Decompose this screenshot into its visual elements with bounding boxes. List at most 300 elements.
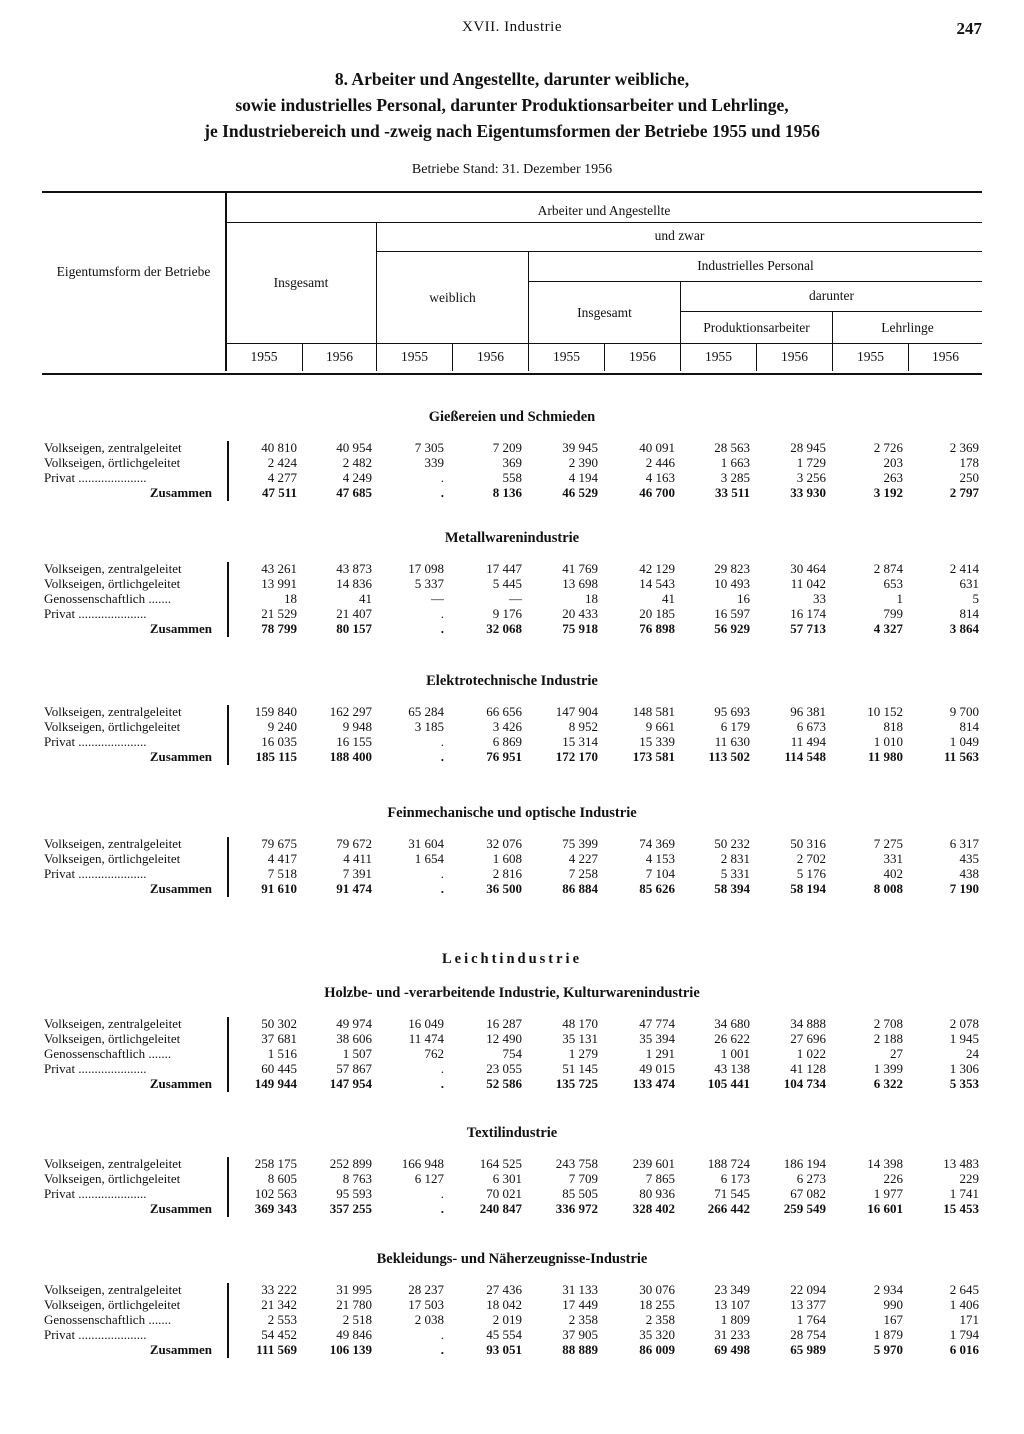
cell-value: 50 302 xyxy=(261,1016,297,1031)
cell-value: 2 358 xyxy=(645,1312,675,1327)
cell-value: 28 754 xyxy=(790,1327,826,1342)
row-label: Zusammen xyxy=(149,881,212,896)
cell-value: 172 170 xyxy=(555,749,598,764)
cell-value: 22 094 xyxy=(790,1282,826,1297)
cell-value: 16 287 xyxy=(486,1016,522,1031)
cell-value: 31 995 xyxy=(336,1282,372,1297)
cell-value: 34 888 xyxy=(790,1016,826,1031)
cell-value: 51 145 xyxy=(562,1061,598,1076)
cell-value: 4 411 xyxy=(343,851,372,866)
cell-value: 631 xyxy=(959,576,979,591)
cell-value: 653 xyxy=(883,576,903,591)
table-row xyxy=(0,1061,1024,1076)
table-row xyxy=(0,851,1024,866)
cell-value: 1 764 xyxy=(796,1312,826,1327)
cell-value: 38 606 xyxy=(336,1031,372,1046)
year-header: 1955 xyxy=(250,349,278,364)
row-label: Volkseigen, zentralgeleitet xyxy=(44,1016,182,1031)
cell-value: 3 864 xyxy=(949,621,979,636)
header-lehrlinge: Lehrlinge xyxy=(881,320,934,335)
row-label: Volkseigen, örtlichgeleitet xyxy=(44,851,181,866)
cell-value: 11 980 xyxy=(867,749,903,764)
cell-value: . xyxy=(440,734,444,749)
cell-value: . xyxy=(440,1342,444,1357)
row-label: Zusammen xyxy=(149,1201,212,1216)
cell-value: 40 810 xyxy=(261,440,297,455)
row-label: Zusammen xyxy=(149,1076,212,1091)
row-label: Privat ..................... xyxy=(44,1327,147,1342)
cell-value: 762 xyxy=(424,1046,444,1061)
cell-value: 6 869 xyxy=(492,734,522,749)
cell-value: 111 569 xyxy=(256,1342,297,1357)
cell-value: 147 954 xyxy=(329,1076,372,1091)
cell-value: 6 301 xyxy=(492,1171,522,1186)
cell-value: 8 008 xyxy=(873,881,903,896)
cell-value: 164 525 xyxy=(479,1156,522,1171)
cell-value: 91 474 xyxy=(336,881,372,896)
cell-value: 41 128 xyxy=(790,1061,826,1076)
cell-value: 66 656 xyxy=(486,704,522,719)
cell-value: . xyxy=(440,866,444,881)
group-heading: Leichtindustrie xyxy=(441,951,583,967)
cell-value: 2 518 xyxy=(342,1312,372,1327)
header-darunter: darunter xyxy=(809,288,854,303)
running-head: XVII. Industrie xyxy=(462,19,562,35)
cell-value: 30 076 xyxy=(639,1282,675,1297)
cell-value: 29 823 xyxy=(714,561,750,576)
cell-value: 80 157 xyxy=(336,621,372,636)
header-insgesamt: Insgesamt xyxy=(273,275,329,290)
cell-value: 7 258 xyxy=(568,866,598,881)
cell-value: 799 xyxy=(883,606,903,621)
cell-value: 14 398 xyxy=(867,1156,903,1171)
cell-value: 7 275 xyxy=(873,836,903,851)
cell-value: 57 713 xyxy=(790,621,826,636)
cell-value: 21 407 xyxy=(336,606,372,621)
row-label: Volkseigen, örtlichgeleitet xyxy=(44,455,181,470)
cell-value: 33 511 xyxy=(714,485,750,500)
cell-value: 243 758 xyxy=(555,1156,598,1171)
cell-value: 41 xyxy=(662,591,675,606)
cell-value: 58 194 xyxy=(790,881,826,896)
cell-value: 6 016 xyxy=(949,1342,979,1357)
row-label: Privat ..................... xyxy=(44,606,147,621)
cell-value: 40 954 xyxy=(336,440,372,455)
cell-value: 357 255 xyxy=(329,1201,372,1216)
row-label: Volkseigen, zentralgeleitet xyxy=(44,704,182,719)
cell-value: 23 349 xyxy=(714,1282,750,1297)
cell-value: 79 675 xyxy=(261,836,297,851)
cell-value: 52 586 xyxy=(486,1076,522,1091)
cell-value: 135 725 xyxy=(555,1076,598,1091)
cell-value: 54 452 xyxy=(261,1327,297,1342)
cell-value: 60 445 xyxy=(261,1061,297,1076)
cell-value: 166 948 xyxy=(401,1156,444,1171)
cell-value: 35 131 xyxy=(562,1031,598,1046)
cell-value: 2 831 xyxy=(720,851,750,866)
cell-value: 49 974 xyxy=(336,1016,372,1031)
cell-value: 226 xyxy=(883,1171,903,1186)
cell-value: 1 729 xyxy=(796,455,826,470)
cell-value: 1 516 xyxy=(267,1046,297,1061)
cell-value: 74 369 xyxy=(639,836,675,851)
cell-value: 369 343 xyxy=(254,1201,297,1216)
cell-value: 11 474 xyxy=(408,1031,444,1046)
cell-value: . xyxy=(440,1201,444,1216)
cell-value: 80 936 xyxy=(639,1186,675,1201)
table-row xyxy=(0,1327,1024,1342)
cell-value: . xyxy=(440,470,444,485)
total-row xyxy=(0,485,1024,500)
cell-value: 13 483 xyxy=(943,1156,979,1171)
cell-value: 186 194 xyxy=(783,1156,826,1171)
cell-value: 27 xyxy=(890,1046,903,1061)
cell-value: 33 222 xyxy=(261,1282,297,1297)
cell-value: 4 249 xyxy=(342,470,372,485)
cell-value: . xyxy=(440,1327,444,1342)
cell-value: 6 317 xyxy=(949,836,979,851)
cell-value: 331 xyxy=(883,851,903,866)
cell-value: 1 001 xyxy=(720,1046,750,1061)
cell-value: 65 284 xyxy=(408,704,444,719)
cell-value: 23 055 xyxy=(486,1061,522,1076)
cell-value: 40 091 xyxy=(639,440,675,455)
total-row xyxy=(0,1076,1024,1091)
cell-value: 1 879 xyxy=(873,1327,903,1342)
cell-value: 2 019 xyxy=(492,1312,522,1327)
cell-value: 4 227 xyxy=(568,851,598,866)
cell-value: 5 337 xyxy=(414,576,444,591)
cell-value: 5 xyxy=(972,591,979,606)
cell-value: 754 xyxy=(502,1046,522,1061)
table-row xyxy=(0,1312,1024,1327)
cell-value: 6 173 xyxy=(720,1171,750,1186)
cell-value: 49 015 xyxy=(639,1061,675,1076)
row-label: Volkseigen, örtlichgeleitet xyxy=(44,719,181,734)
cell-value: 95 693 xyxy=(714,704,750,719)
cell-value: 102 563 xyxy=(254,1186,297,1201)
row-label: Volkseigen, zentralgeleitet xyxy=(44,561,182,576)
section-heading: Elektrotechnische Industrie xyxy=(426,673,598,689)
cell-value: 6 322 xyxy=(873,1076,903,1091)
table-row xyxy=(0,606,1024,621)
cell-value: 2 424 xyxy=(267,455,297,470)
cell-value: 7 305 xyxy=(414,440,444,455)
cell-value: 33 930 xyxy=(790,485,826,500)
cell-value: 229 xyxy=(959,1171,979,1186)
cell-value: 16 601 xyxy=(867,1201,903,1216)
cell-value: 41 xyxy=(359,591,372,606)
cell-value: 2 726 xyxy=(873,440,903,455)
table-row xyxy=(0,1046,1024,1061)
cell-value: 1 794 xyxy=(949,1327,979,1342)
cell-value: 13 377 xyxy=(790,1297,826,1312)
cell-value: 96 381 xyxy=(790,704,826,719)
page-number: 247 xyxy=(956,19,982,38)
cell-value: 45 554 xyxy=(486,1327,522,1342)
row-label: Volkseigen, örtlichgeleitet xyxy=(44,1297,181,1312)
row-label: Genossenschaftlich ....... xyxy=(44,591,172,606)
cell-value: 42 129 xyxy=(639,561,675,576)
table-row xyxy=(0,1186,1024,1201)
cell-value: — xyxy=(509,591,522,606)
row-label: Zusammen xyxy=(149,485,212,500)
cell-value: 21 529 xyxy=(261,606,297,621)
table-row xyxy=(0,1156,1024,1171)
cell-value: 34 680 xyxy=(714,1016,750,1031)
cell-value: 95 593 xyxy=(336,1186,372,1201)
cell-value: 7 391 xyxy=(342,866,372,881)
cell-value: 65 989 xyxy=(790,1342,826,1357)
cell-value: 13 698 xyxy=(562,576,598,591)
row-label: Privat ..................... xyxy=(44,866,147,881)
cell-value: 28 237 xyxy=(408,1282,444,1297)
cell-value: 7 865 xyxy=(645,1171,675,1186)
cell-value: 76 951 xyxy=(486,749,522,764)
row-label: Zusammen xyxy=(149,749,212,764)
table-row xyxy=(0,576,1024,591)
cell-value: . xyxy=(440,485,444,500)
cell-value: . xyxy=(440,1076,444,1091)
cell-value: 1 049 xyxy=(949,734,979,749)
cell-value: 5 353 xyxy=(949,1076,979,1091)
cell-value: 20 433 xyxy=(562,606,598,621)
cell-value: 10 152 xyxy=(867,704,903,719)
cell-value: 26 622 xyxy=(714,1031,750,1046)
cell-value: 21 342 xyxy=(261,1297,297,1312)
cell-value: 178 xyxy=(959,455,979,470)
cell-value: 2 390 xyxy=(568,455,598,470)
row-label: Volkseigen, zentralgeleitet xyxy=(44,1282,182,1297)
year-header: 1956 xyxy=(781,349,808,364)
cell-value: 6 127 xyxy=(414,1171,444,1186)
year-header: 1955 xyxy=(401,349,428,364)
cell-value: 6 179 xyxy=(720,719,750,734)
section-heading: Bekleidungs- und Näherzeugnisse-Industrie xyxy=(376,1251,648,1267)
total-row xyxy=(0,1342,1024,1357)
cell-value: 1 654 xyxy=(414,851,444,866)
cell-value: 16 035 xyxy=(261,734,297,749)
cell-value: 328 402 xyxy=(632,1201,675,1216)
cell-value: 2 038 xyxy=(414,1312,444,1327)
table-row xyxy=(0,1031,1024,1046)
cell-value: 4 277 xyxy=(267,470,297,485)
cell-value: 9 176 xyxy=(492,606,522,621)
row-label: Privat ..................... xyxy=(44,734,147,749)
cell-value: 18 xyxy=(284,591,297,606)
year-header: 1956 xyxy=(477,349,504,364)
cell-value: 336 972 xyxy=(555,1201,598,1216)
cell-value: 12 490 xyxy=(486,1031,522,1046)
cell-value: — xyxy=(431,591,444,606)
cell-value: 35 320 xyxy=(639,1327,675,1342)
cell-value: 20 185 xyxy=(639,606,675,621)
total-row xyxy=(0,749,1024,764)
cell-value: 2 934 xyxy=(873,1282,903,1297)
cell-value: 162 297 xyxy=(329,704,372,719)
cell-value: 86 009 xyxy=(639,1342,675,1357)
cell-value: 7 709 xyxy=(568,1171,598,1186)
cell-value: 3 426 xyxy=(492,719,522,734)
cell-value: 148 581 xyxy=(632,704,675,719)
cell-value: 1 608 xyxy=(492,851,522,866)
year-header: 1956 xyxy=(629,349,656,364)
year-header: 1956 xyxy=(326,349,353,364)
cell-value: 171 xyxy=(959,1312,979,1327)
cell-value: 13 991 xyxy=(261,576,297,591)
cell-value: 5 445 xyxy=(492,576,522,591)
cell-value: 46 529 xyxy=(562,485,598,500)
cell-value: 50 232 xyxy=(714,836,750,851)
year-header: 1956 xyxy=(932,349,959,364)
title-line: je Industriebereich und -zweig nach Eigentumsformen der Betriebe 1955 und 1956 xyxy=(204,121,820,141)
cell-value: 558 xyxy=(502,470,522,485)
cell-value: 185 115 xyxy=(255,749,297,764)
cell-value: 240 847 xyxy=(479,1201,522,1216)
cell-value: 18 255 xyxy=(639,1297,675,1312)
cell-value: 16 597 xyxy=(714,606,750,621)
row-label: Volkseigen, zentralgeleitet xyxy=(44,1156,182,1171)
cell-value: 31 604 xyxy=(408,836,444,851)
cell-value: 133 474 xyxy=(632,1076,675,1091)
cell-value: 47 685 xyxy=(336,485,372,500)
cell-value: 5 176 xyxy=(796,866,826,881)
cell-value: 1 291 xyxy=(645,1046,675,1061)
cell-value: 43 873 xyxy=(336,561,372,576)
cell-value: 1 663 xyxy=(720,455,750,470)
table-row xyxy=(0,704,1024,719)
cell-value: 2 414 xyxy=(949,561,979,576)
cell-value: 814 xyxy=(959,606,979,621)
cell-value: 32 076 xyxy=(486,836,522,851)
row-label: Zusammen xyxy=(149,1342,212,1357)
section-heading: Holzbe- und -verarbeitende Industrie, Kulturwarenindustrie xyxy=(324,985,700,1001)
cell-value: 8 763 xyxy=(342,1171,372,1186)
cell-value: 7 104 xyxy=(645,866,675,881)
cell-value: 24 xyxy=(966,1046,979,1061)
row-label: Volkseigen, zentralgeleitet xyxy=(44,836,182,851)
title-line: sowie industrielles Personal, darunter Produktionsarbeiter und Lehrlinge, xyxy=(235,95,789,115)
table-row xyxy=(0,719,1024,734)
cell-value: 11 630 xyxy=(714,734,750,749)
cell-value: 369 xyxy=(502,455,522,470)
cell-value: 27 696 xyxy=(790,1031,826,1046)
section-heading: Feinmechanische und optische Industrie xyxy=(387,805,637,821)
cell-value: 30 464 xyxy=(790,561,826,576)
section-heading: Textilindustrie xyxy=(466,1125,558,1141)
cell-value: 16 174 xyxy=(790,606,826,621)
cell-value: . xyxy=(440,881,444,896)
table-row xyxy=(0,1297,1024,1312)
cell-value: 2 446 xyxy=(645,455,675,470)
cell-value: 7 190 xyxy=(949,881,979,896)
row-label: Genossenschaftlich ....... xyxy=(44,1312,172,1327)
cell-value: 4 194 xyxy=(568,470,598,485)
cell-value: 78 799 xyxy=(261,621,297,636)
cell-value: 39 945 xyxy=(562,440,598,455)
cell-value: 17 098 xyxy=(408,561,444,576)
cell-value: 17 447 xyxy=(486,561,522,576)
cell-value: 35 394 xyxy=(639,1031,675,1046)
cell-value: 8 136 xyxy=(492,485,522,500)
cell-value: 3 185 xyxy=(414,719,444,734)
cell-value: 2 369 xyxy=(949,440,979,455)
cell-value: 1 406 xyxy=(949,1297,979,1312)
cell-value: . xyxy=(440,606,444,621)
cell-value: 85 505 xyxy=(562,1186,598,1201)
cell-value: 266 442 xyxy=(707,1201,750,1216)
row-label: Zusammen xyxy=(149,621,212,636)
cell-value: 47 511 xyxy=(261,485,297,500)
stub-header: Eigentumsform der Betriebe xyxy=(56,264,211,279)
cell-value: 37 681 xyxy=(261,1031,297,1046)
cell-value: 8 952 xyxy=(568,719,598,734)
cell-value: 15 339 xyxy=(639,734,675,749)
cell-value: 114 548 xyxy=(784,749,826,764)
cell-value: 9 948 xyxy=(342,719,372,734)
year-header: 1955 xyxy=(553,349,580,364)
cell-value: 91 610 xyxy=(261,881,297,896)
cell-value: 259 549 xyxy=(783,1201,826,1216)
cell-value: 1 945 xyxy=(949,1031,979,1046)
cell-value: 1 xyxy=(896,591,903,606)
table-row xyxy=(0,734,1024,749)
cell-value: 159 840 xyxy=(254,704,297,719)
cell-value: 2 702 xyxy=(796,851,826,866)
cell-value: 18 xyxy=(585,591,598,606)
cell-value: 2 078 xyxy=(949,1016,979,1031)
cell-value: 43 138 xyxy=(714,1061,750,1076)
cell-value: 27 436 xyxy=(486,1282,522,1297)
cell-value: 14 836 xyxy=(336,576,372,591)
cell-value: 11 494 xyxy=(790,734,826,749)
cell-value: 2 553 xyxy=(267,1312,297,1327)
cell-value: 4 163 xyxy=(645,470,675,485)
cell-value: 86 884 xyxy=(562,881,598,896)
cell-value: 14 543 xyxy=(639,576,675,591)
cell-value: 46 700 xyxy=(639,485,675,500)
cell-value: 1 977 xyxy=(873,1186,903,1201)
cell-value: . xyxy=(440,749,444,764)
cell-value: 17 503 xyxy=(408,1297,444,1312)
cell-value: 2 188 xyxy=(873,1031,903,1046)
cell-value: 2 797 xyxy=(949,485,979,500)
cell-value: 88 889 xyxy=(562,1342,598,1357)
cell-value: 2 708 xyxy=(873,1016,903,1031)
table-row xyxy=(0,1282,1024,1297)
cell-value: 1 399 xyxy=(873,1061,903,1076)
cell-value: 11 042 xyxy=(790,576,826,591)
table-row xyxy=(0,1171,1024,1186)
cell-value: 69 498 xyxy=(714,1342,750,1357)
table-row xyxy=(0,561,1024,576)
cell-value: 147 904 xyxy=(555,704,598,719)
cell-value: 188 400 xyxy=(329,749,372,764)
cell-value: 188 724 xyxy=(707,1156,750,1171)
cell-value: 36 500 xyxy=(486,881,522,896)
cell-value: 15 314 xyxy=(562,734,598,749)
cell-value: 48 170 xyxy=(562,1016,598,1031)
cell-value: 6 273 xyxy=(796,1171,826,1186)
cell-value: 263 xyxy=(883,470,903,485)
year-header: 1955 xyxy=(857,349,884,364)
cell-value: 56 929 xyxy=(714,621,750,636)
cell-value: 70 021 xyxy=(486,1186,522,1201)
row-label: Privat ..................... xyxy=(44,470,147,485)
cell-value: 3 256 xyxy=(796,470,826,485)
cell-value: 85 626 xyxy=(639,881,675,896)
cell-value: 93 051 xyxy=(486,1342,522,1357)
